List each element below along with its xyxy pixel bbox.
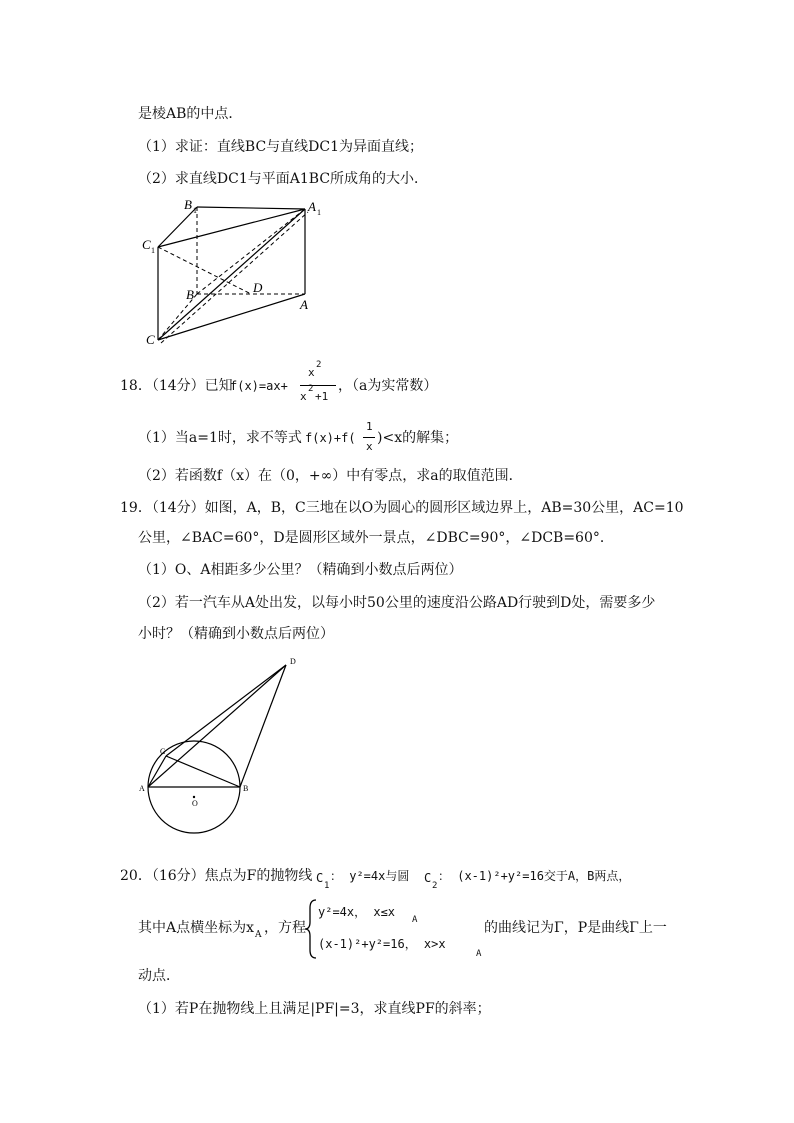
p20-line2-a: 其中A点横坐标为x	[138, 920, 255, 936]
p20-case-2-sub: A	[476, 949, 482, 959]
cases-brace	[304, 898, 318, 960]
p20-eq2: ： (x-1)²+y²=16交于A，B两点，	[438, 869, 631, 883]
label-b: B	[186, 287, 194, 302]
p17-question-1: （1）求证：直线BC与直线DC1为异面直线；	[138, 139, 424, 155]
circle-figure	[136, 652, 306, 847]
p20-line2-sub: A	[255, 930, 262, 940]
p18-q1-expr: f(x)+f(	[305, 431, 356, 445]
label-a: A	[300, 297, 308, 312]
p18-frac-den: x	[300, 390, 307, 403]
p20-case-2: (x-1)²+y²=16， x>x	[318, 937, 446, 951]
p18-heading: 18．（14分）已知	[120, 378, 233, 394]
p20-question-1: （1）若P在抛物线上且满足|PF|=3，求直线PF的斜率；	[138, 1001, 491, 1017]
p18-q1-den: x	[366, 440, 373, 453]
p17-question-2: （2）求直线DC1与平面A1BC所成角的大小．	[138, 171, 429, 187]
edge-c-a1	[158, 209, 305, 340]
p20-c1: C	[316, 871, 324, 885]
p19-question-2a: （2）若一汽车从A处出发，以每小时50公里的速度沿公路AD行驶到D处，需要多少	[138, 595, 656, 611]
p19-line2: 公里，∠BAC=60°，D是圆形区域外一景点，∠DBC=90°，∠DCB=60°．	[138, 530, 614, 546]
label-a1-sub: 1	[317, 208, 321, 217]
segment-ad	[148, 665, 286, 787]
p18-frac-den-rest: +1	[315, 390, 329, 403]
edge-b-a1	[197, 209, 305, 294]
p18-frac-num: x	[308, 366, 315, 379]
edge-c1-b1	[158, 207, 197, 247]
label-b: B	[243, 784, 249, 793]
p18-question-2: （2）若函数f（x）在（0，+∞）中有零点，求a的取值范围．	[138, 468, 523, 484]
p20-c1-sub: 1	[324, 881, 330, 891]
p20-case-1: y²=4x， x≤x	[318, 905, 396, 919]
p18-q1-pre: （1）当a=1时，求不等式	[138, 430, 302, 446]
label-o: O	[192, 799, 198, 808]
p20-line2-b: ，方程	[264, 920, 306, 936]
p18-fraction	[300, 360, 336, 408]
p18-q1-fraction	[363, 420, 375, 460]
segment-cd	[166, 665, 286, 756]
label-d: D	[290, 657, 296, 666]
p20-line3: 动点．	[138, 968, 180, 984]
p19-question-1: （1）O、A相距多少公里？（精确到小数点后两位）	[138, 562, 463, 578]
p18-f-lhs: f(x)=ax+	[230, 379, 288, 393]
label-d: D	[253, 280, 263, 295]
p20-line1-a: 20．（16分）焦点为F的抛物线	[120, 868, 313, 884]
label-c: C	[160, 747, 166, 756]
edge-b1-a1	[197, 207, 305, 209]
edge-c1-d	[158, 247, 251, 294]
label-b1: B	[184, 197, 192, 212]
edge-c-a	[158, 294, 305, 340]
p20-c2: C	[424, 871, 432, 885]
label-a1: A	[308, 199, 316, 214]
prism-figure	[140, 195, 340, 350]
p18-q1-num: 1	[366, 420, 373, 433]
label-a: A	[139, 784, 145, 793]
edge-dc1-diag	[161, 212, 308, 343]
label-c1: C	[142, 237, 151, 252]
p20-line2-c: 的曲线记为Γ，P是曲线Γ上一	[484, 920, 667, 936]
label-c: C	[146, 332, 155, 347]
segment-bd	[240, 665, 286, 787]
label-c1-sub: 1	[151, 246, 155, 255]
label-b1-sub: 1	[193, 206, 197, 215]
p18-frac-num-sup: 2	[316, 360, 322, 370]
p18-frac-den-sup: 2	[308, 384, 314, 394]
p20-c2-sub: 2	[432, 881, 438, 891]
p18-q1-post: )<x的解集；	[377, 430, 459, 446]
p20-eq1: ： y²=4x与圆	[330, 869, 410, 883]
p20-case-1-sub: A	[412, 915, 418, 925]
p17-line0: 是棱AB的中点．	[138, 106, 243, 122]
p19-question-2b: 小时？（精确到小数点后两位）	[138, 626, 334, 642]
p19-line1: 19．（14分）如图，A，B，C三地在以O为圆心的圆形区域边界上，AB=30公里，AC=10	[120, 500, 684, 516]
p18-tail: ，（a为实常数）	[338, 378, 438, 394]
center-point	[193, 796, 195, 798]
